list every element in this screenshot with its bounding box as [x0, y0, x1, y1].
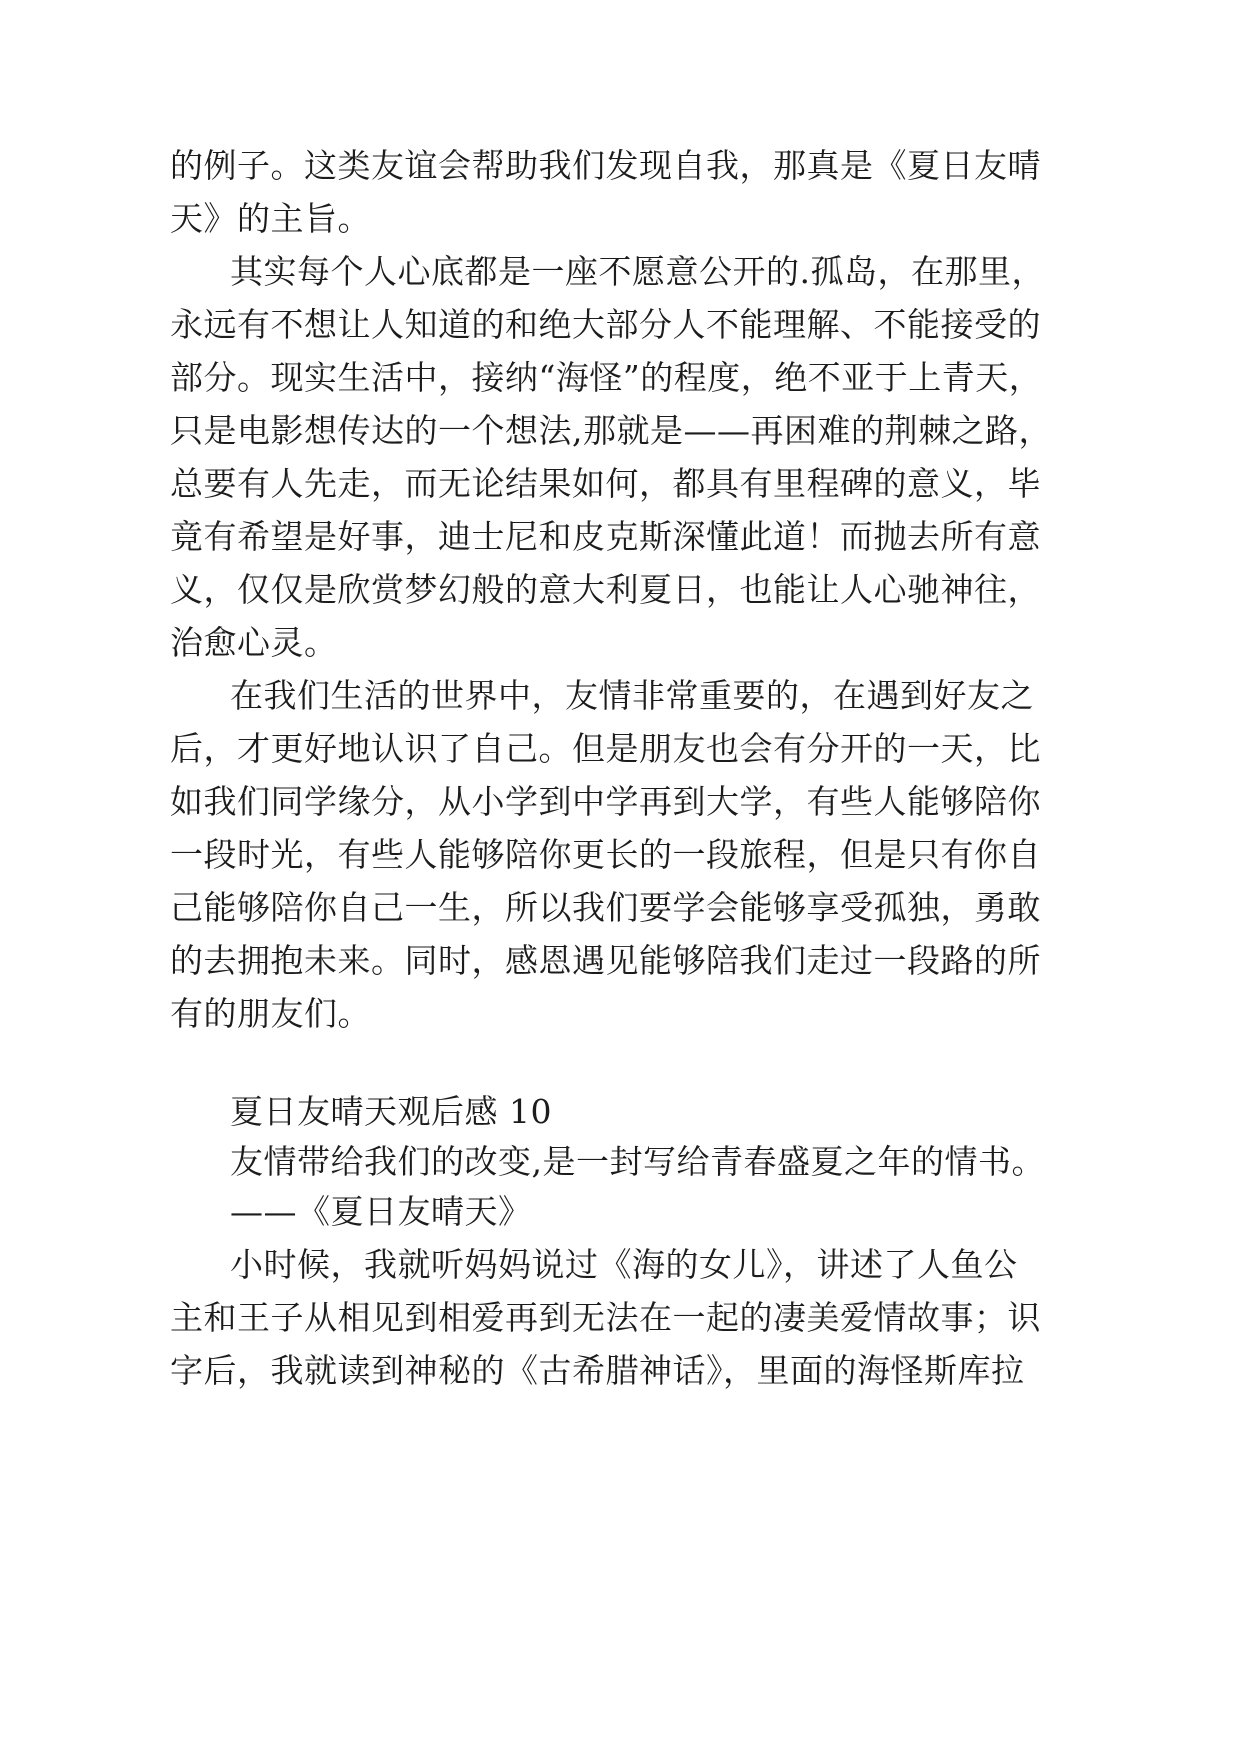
text-line: 有的朋友们。	[170, 994, 371, 1033]
text-line: 义，仅仅是欣赏梦幻般的意大利夏日，也能让人心驰神往，	[170, 570, 1041, 609]
text-line: 只是电影想传达的一个想法,那就是——再困难的荆棘之路，	[170, 411, 1052, 450]
text-line: 如我们同学缘分，从小学到中学再到大学，有些人能够陪你	[170, 782, 1041, 821]
section-heading: 夏日友晴天观后感 10	[230, 1092, 552, 1131]
text-line: 部分。现实生活中，接纳“海怪”的程度，绝不亚于上青天，	[170, 358, 1043, 397]
quote-line: 友情带给我们的改变,是一封写给青春盛夏之年的情书。	[230, 1142, 1045, 1181]
paragraph-first-line: 小时候，我就听妈妈说过《海的女儿》，讲述了人鱼公	[230, 1245, 1018, 1284]
text-line: 永远有不想让人知道的和绝大部分人不能理解、不能接受的	[170, 305, 1041, 344]
text-line: 后，才更好地认识了自己。但是朋友也会有分开的一天，比	[170, 729, 1041, 768]
text-line: 治愈心灵。	[170, 623, 338, 662]
text-line: 字后，我就读到神秘的《古希腊神话》，里面的海怪斯库拉	[170, 1351, 1025, 1390]
paragraph-first-line: 在我们生活的世界中，友情非常重要的，在遇到好友之	[230, 676, 1034, 715]
text-line: 己能够陪你自己一生，所以我们要学会能够享受孤独，勇敢	[170, 888, 1041, 927]
text-line: 的例子。这类友谊会帮助我们发现自我，那真是《夏日友晴	[170, 146, 1041, 185]
paragraph-first-line: 其实每个人心底都是一座不愿意公开的.孤岛，在那里，	[230, 252, 1045, 291]
text-line: 总要有人先走，而无论结果如何，都具有里程碑的意义，毕	[170, 464, 1041, 503]
text-line: 的去拥抱未来。同时，感恩遇见能够陪我们走过一段路的所	[170, 941, 1041, 980]
text-line: 天》的主旨。	[170, 199, 371, 238]
text-line: 主和王子从相见到相爱再到无法在一起的凄美爱情故事；识	[170, 1298, 1041, 1337]
text-line: 一段时光，有些人能够陪你更长的一段旅程，但是只有你自	[170, 835, 1041, 874]
quote-source: ——《夏日友晴天》	[230, 1192, 532, 1231]
text-line: 竟有希望是好事，迪士尼和皮克斯深懂此道！而抛去所有意	[170, 517, 1041, 556]
